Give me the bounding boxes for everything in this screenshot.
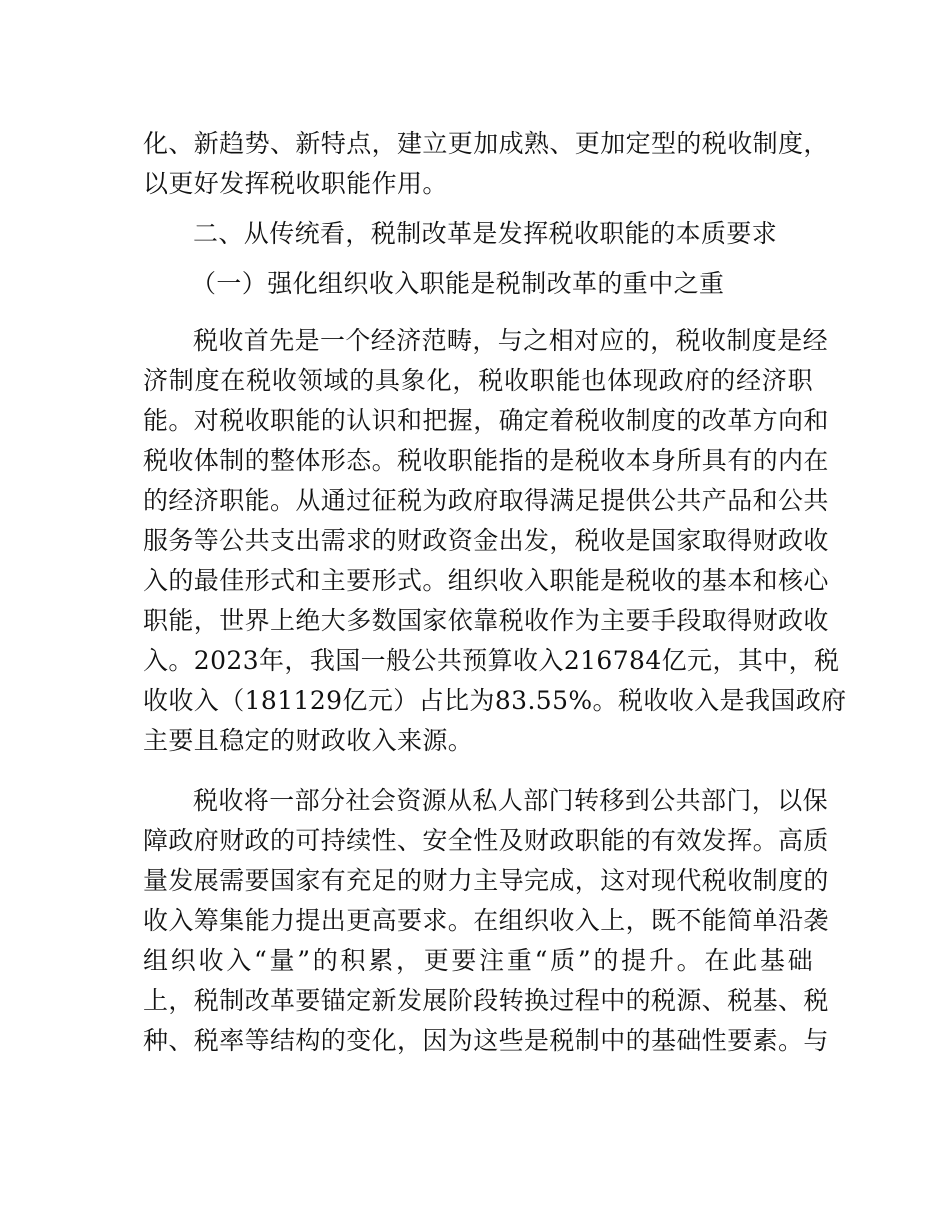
section-heading: 二、从传统看，税制改革是发挥税收职能的本质要求	[193, 219, 778, 248]
paragraph-3-line-4: 收入筹集能力提出更高要求。在组织收入上，既不能简单沿袭	[143, 906, 829, 935]
paragraph-3-line-5: 组织收入“量”的积累，更要注重“质”的提升。在此基础	[143, 946, 813, 975]
paragraph-2-line-4: 税收体制的整体形态。税收职能指的是税收本身所具有的内在	[143, 446, 829, 475]
paragraph-3-line-3: 量发展需要国家有充足的财力主导完成，这对现代税收制度的	[143, 866, 829, 895]
paragraph-2-line-7: 入的最佳形式和主要形式。组织收入职能是税收的基本和核心	[143, 566, 829, 595]
paragraph-3-line-7: 种、税率等结构的变化，因为这些是税制中的基础性要素。与	[143, 1026, 829, 1055]
paragraph-2-line-6: 服务等公共支出需求的财政资金出发，税收是国家取得财政收	[143, 526, 829, 555]
paragraph-1-line-1: 化、新趋势、新特点，建立更加成熟、更加定型的税收制度，	[143, 129, 829, 158]
subsection-heading: （一）强化组织收入职能是税制改革的重中之重	[191, 269, 725, 298]
paragraph-2-line-10: 收收入（181129亿元）占比为83.55%。税收收入是我国政府	[143, 686, 847, 715]
paragraph-2-line-9: 入。2023年，我国一般公共预算收入216784亿元，其中，税	[143, 646, 840, 675]
paragraph-2-line-5: 的经济职能。从通过征税为政府取得满足提供公共产品和公共	[143, 486, 829, 515]
paragraph-2-line-1: 税收首先是一个经济范畴，与之相对应的，税收制度是经	[193, 326, 829, 355]
paragraph-3-line-6: 上，税制改革要锚定新发展阶段转换过程中的税源、税基、税	[143, 986, 829, 1015]
paragraph-3-line-1: 税收将一部分社会资源从私人部门转移到公共部门，以保	[193, 786, 829, 815]
paragraph-2-line-11: 主要且稳定的财政收入来源。	[143, 726, 474, 755]
paragraph-2-line-8: 职能，世界上绝大多数国家依靠税收作为主要手段取得财政收	[143, 606, 829, 635]
paragraph-2-line-3: 能。对税收职能的认识和把握，确定着税收制度的改革方向和	[143, 406, 829, 435]
paragraph-1-line-2: 以更好发挥税收职能作用。	[143, 169, 448, 198]
paragraph-3-line-2: 障政府财政的可持续性、安全性及财政职能的有效发挥。高质	[143, 826, 829, 855]
paragraph-2-line-2: 济制度在税收领域的具象化，税收职能也体现政府的经济职	[143, 366, 813, 395]
